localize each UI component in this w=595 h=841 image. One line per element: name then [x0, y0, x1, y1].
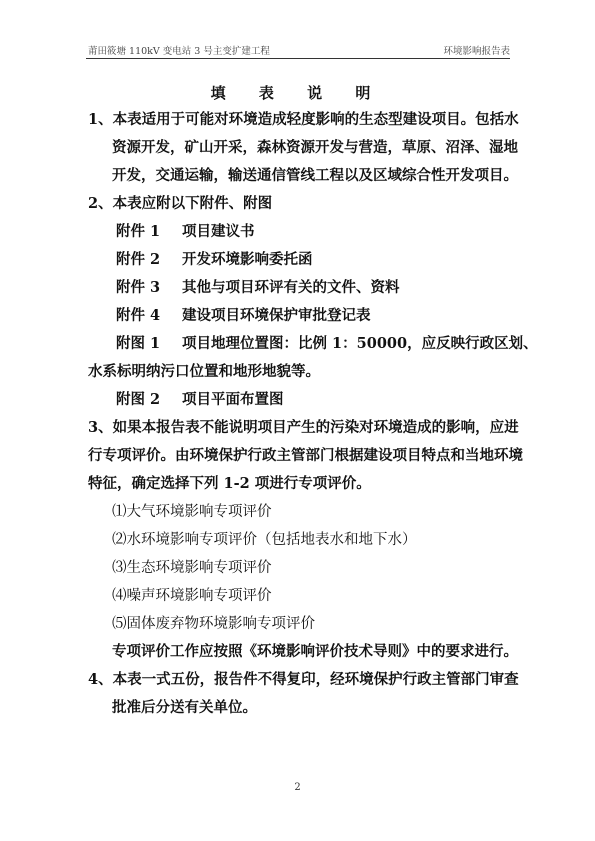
figure-text: 项目平面布置图 — [182, 391, 284, 408]
figure-text: 项目地理位置图：比例 1：50000，应反映行政区划、 — [182, 335, 538, 352]
figure-1 — [88, 330, 538, 358]
attachment-1 — [88, 218, 513, 246]
attachment-label: 附件 1 — [116, 223, 161, 240]
special-eval-3: ⑶生态环境影响专项评价 — [112, 560, 272, 576]
attachment-text: 其他与项目环评有关的文件、资料 — [182, 279, 400, 296]
figure-label: 附图 2 — [116, 391, 161, 408]
attachment-3 — [88, 274, 513, 302]
page-number: 2 — [294, 782, 301, 793]
attachment-label: 附件 2 — [116, 251, 161, 268]
special-eval-4: ⑷噪声环境影响专项评价 — [112, 588, 272, 604]
attachment-2 — [88, 246, 513, 274]
item-3-line-2: 行专项评价。由环境保护行政主管部门根据建设项目特点和当地环境 — [88, 447, 523, 464]
header-project-name: 莆田筱塘 110kV 变电站 3 号主变扩建工程 — [88, 46, 270, 57]
attachment-text: 项目建议书 — [182, 223, 255, 240]
instructions-body — [88, 106, 538, 722]
figure-label: 附图 1 — [116, 335, 161, 352]
attachment-label: 附件 3 — [116, 279, 161, 296]
special-eval-2: ⑵水环境影响专项评价（包括地表水和地下水） — [112, 532, 417, 548]
attachment-text: 建设项目环境保护审批登记表 — [182, 307, 371, 324]
item-4-line-1: 4、本表一式五份，报告件不得复印，经环境保护行政主管部门审查 — [88, 671, 519, 688]
item-1-line-2: 资源开发，矿山开采，森林资源开发与营造，草原、沼泽、湿地 — [112, 139, 518, 156]
item-2: 2、本表应附以下附件、附图 — [88, 195, 273, 212]
attachment-label: 附件 4 — [116, 307, 161, 324]
figure-1-continuation: 水系标明纳污口位置和地形地貌等。 — [88, 363, 320, 380]
attachment-text: 开发环境影响委托函 — [182, 251, 313, 268]
item-3-line-1: 3、如果本报告表不能说明项目产生的污染对环境造成的影响，应进 — [88, 419, 519, 436]
special-eval-5: ⑸固体废弃物环境影响专项评价 — [112, 616, 315, 632]
page-header — [86, 40, 510, 59]
special-eval-1: ⑴大气环境影响专项评价 — [112, 504, 272, 520]
item-1-line-1: 1、本表适用于可能对环境造成轻度影响的生态型建设项目。包括水 — [88, 111, 519, 128]
page-title: 填 表 说 明 — [210, 84, 385, 102]
special-eval-note: 专项评价工作应按照《环境影响评价技术导则》中的要求进行。 — [112, 643, 518, 660]
header-report-type: 环境影响报告表 — [443, 46, 510, 57]
item-4-line-2: 批准后分送有关单位。 — [112, 699, 257, 716]
figure-2 — [88, 386, 513, 414]
item-3-line-3: 特征，确定选择下列 1-2 项进行专项评价。 — [88, 475, 371, 492]
item-1-line-3: 开发，交通运输，输送通信管线工程以及区域综合性开发项目。 — [112, 167, 518, 184]
attachment-4 — [88, 302, 513, 330]
